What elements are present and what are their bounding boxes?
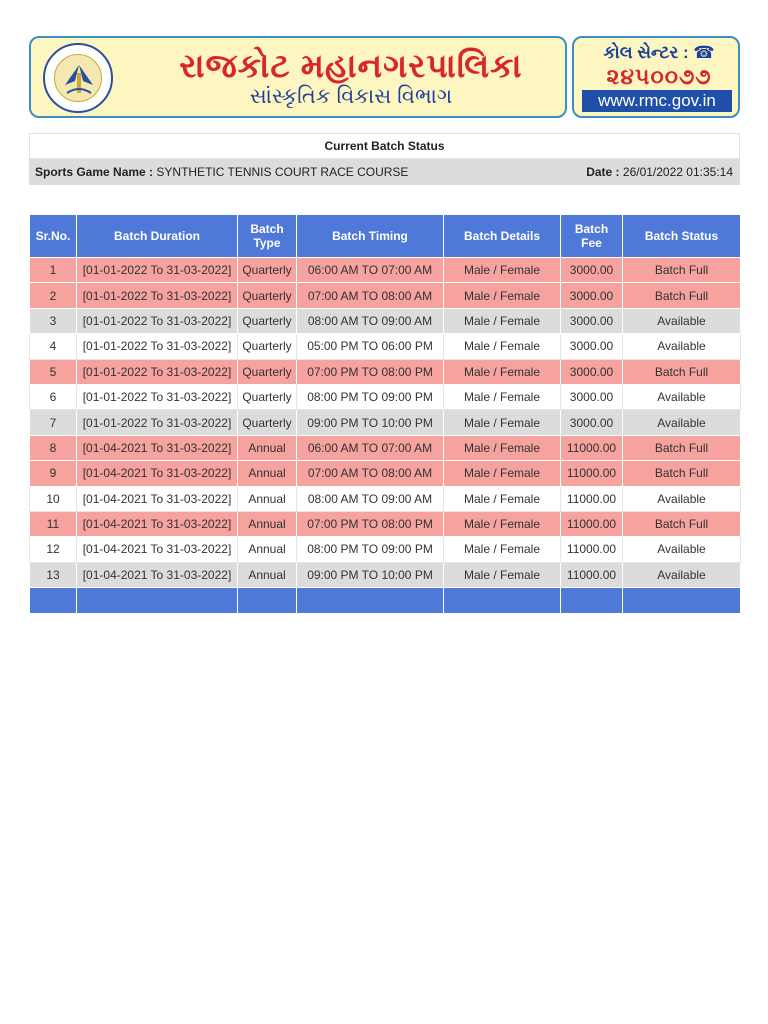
cell-batch-timing: 09:00 PM TO 10:00 PM	[297, 410, 444, 435]
cell-batch-timing: 07:00 AM TO 08:00 AM	[297, 461, 444, 486]
cell-batch-duration: [01-01-2022 To 31-03-2022]	[77, 308, 238, 333]
cell-batch-type: Annual	[238, 537, 297, 562]
emblem-icon	[54, 54, 102, 102]
batch-table	[29, 214, 741, 614]
cell-batch-timing: 07:00 AM TO 08:00 AM	[297, 283, 444, 308]
organization-title: રાજકોટ મહાનગરપાલિકા	[179, 47, 523, 84]
table-row	[30, 359, 741, 384]
rmc-logo	[43, 43, 113, 113]
cell-batch-fee: 11000.00	[561, 537, 623, 562]
cell-batch-type: Annual	[238, 562, 297, 587]
header-batch-timing: Batch Timing	[297, 215, 444, 258]
cell-batch-type: Annual	[238, 435, 297, 460]
cell-batch-timing: 06:00 AM TO 07:00 AM	[297, 435, 444, 460]
cell-batch-timing: 08:00 PM TO 09:00 PM	[297, 537, 444, 562]
cell-batch-fee: 3000.00	[561, 283, 623, 308]
cell-batch-duration: [01-01-2022 To 31-03-2022]	[77, 283, 238, 308]
footer-cell	[623, 588, 741, 614]
cell-batch-status: Batch Full	[623, 435, 741, 460]
cell-batch-duration: [01-01-2022 To 31-03-2022]	[77, 410, 238, 435]
call-center-label	[584, 42, 734, 64]
department-subtitle: સાંસ્કૃતિક વિકાસ વિભાગ	[249, 85, 453, 108]
header-batch-status: Batch Status	[623, 215, 741, 258]
cell-sr-no: 10	[30, 486, 77, 511]
table-row	[30, 334, 741, 359]
cell-batch-status: Available	[623, 334, 741, 359]
cell-batch-details: Male / Female	[444, 537, 561, 562]
cell-sr-no: 12	[30, 537, 77, 562]
table-row	[30, 384, 741, 409]
cell-batch-details: Male / Female	[444, 359, 561, 384]
cell-batch-type: Quarterly	[238, 410, 297, 435]
cell-batch-details: Male / Female	[444, 258, 561, 283]
footer-cell	[30, 588, 77, 614]
status-title: Current Batch Status	[29, 133, 740, 159]
cell-batch-duration: [01-04-2021 To 31-03-2022]	[77, 435, 238, 460]
cell-batch-type: Quarterly	[238, 258, 297, 283]
table-row	[30, 283, 741, 308]
game-name: SYNTHETIC TENNIS COURT RACE COURSE	[156, 165, 409, 179]
footer-cell	[297, 588, 444, 614]
cell-batch-timing: 08:00 AM TO 09:00 AM	[297, 308, 444, 333]
table-footer-row	[30, 588, 741, 614]
game-label: Sports Game Name :	[35, 165, 154, 179]
cell-batch-type: Annual	[238, 461, 297, 486]
cell-batch-details: Male / Female	[444, 486, 561, 511]
table-row	[30, 461, 741, 486]
cell-sr-no: 8	[30, 435, 77, 460]
cell-sr-no: 1	[30, 258, 77, 283]
footer-cell	[77, 588, 238, 614]
cell-batch-details: Male / Female	[444, 435, 561, 460]
cell-batch-status: Available	[623, 410, 741, 435]
cell-batch-duration: [01-04-2021 To 31-03-2022]	[77, 537, 238, 562]
cell-batch-timing: 07:00 PM TO 08:00 PM	[297, 359, 444, 384]
cell-batch-fee: 3000.00	[561, 334, 623, 359]
cell-batch-fee: 3000.00	[561, 384, 623, 409]
cell-batch-fee: 11000.00	[561, 511, 623, 536]
cell-sr-no: 4	[30, 334, 77, 359]
cell-batch-status: Batch Full	[623, 461, 741, 486]
date-label: Date :	[586, 165, 620, 179]
cell-batch-details: Male / Female	[444, 562, 561, 587]
phone-icon: ☎	[693, 43, 715, 62]
cell-batch-type: Quarterly	[238, 334, 297, 359]
cell-batch-status: Batch Full	[623, 258, 741, 283]
game-info	[35, 159, 408, 185]
cell-sr-no: 6	[30, 384, 77, 409]
cell-batch-type: Annual	[238, 486, 297, 511]
cell-sr-no: 3	[30, 308, 77, 333]
call-center-label-text: કોલ સેન્ટર :	[603, 43, 689, 62]
cell-batch-duration: [01-01-2022 To 31-03-2022]	[77, 384, 238, 409]
cell-batch-duration: [01-01-2022 To 31-03-2022]	[77, 334, 238, 359]
cell-batch-status: Batch Full	[623, 359, 741, 384]
header-batch-details: Batch Details	[444, 215, 561, 258]
table-body	[30, 258, 741, 614]
header-batch-duration: Batch Duration	[77, 215, 238, 258]
header-batch-fee: Batch Fee	[561, 215, 623, 258]
cell-sr-no: 13	[30, 562, 77, 587]
date-value: 26/01/2022 01:35:14	[622, 165, 733, 179]
cell-batch-status: Available	[623, 486, 741, 511]
cell-batch-details: Male / Female	[444, 308, 561, 333]
cell-batch-fee: 3000.00	[561, 359, 623, 384]
cell-batch-details: Male / Female	[444, 283, 561, 308]
table-row	[30, 511, 741, 536]
cell-batch-timing: 07:00 PM TO 08:00 PM	[297, 511, 444, 536]
cell-batch-type: Quarterly	[238, 359, 297, 384]
cell-batch-duration: [01-04-2021 To 31-03-2022]	[77, 511, 238, 536]
cell-sr-no: 7	[30, 410, 77, 435]
table-row	[30, 410, 741, 435]
cell-batch-fee: 3000.00	[561, 410, 623, 435]
table-header-row	[30, 215, 741, 258]
table-row	[30, 486, 741, 511]
call-center-number: ૨૪૫૦૦૭૭	[606, 64, 712, 89]
call-center-banner	[572, 36, 740, 118]
header-banner	[29, 36, 567, 118]
table-row	[30, 537, 741, 562]
table-row	[30, 562, 741, 587]
cell-batch-type: Quarterly	[238, 308, 297, 333]
header-sr-no: Sr.No.	[30, 215, 77, 258]
cell-batch-status: Available	[623, 562, 741, 587]
cell-batch-duration: [01-04-2021 To 31-03-2022]	[77, 486, 238, 511]
cell-sr-no: 9	[30, 461, 77, 486]
cell-batch-duration: [01-04-2021 To 31-03-2022]	[77, 461, 238, 486]
cell-batch-details: Male / Female	[444, 511, 561, 536]
cell-batch-timing: 05:00 PM TO 06:00 PM	[297, 334, 444, 359]
table-row	[30, 258, 741, 283]
cell-batch-duration: [01-01-2022 To 31-03-2022]	[77, 258, 238, 283]
cell-batch-status: Available	[623, 537, 741, 562]
cell-batch-fee: 11000.00	[561, 461, 623, 486]
info-bar	[29, 159, 740, 185]
table-row	[30, 435, 741, 460]
cell-batch-type: Annual	[238, 511, 297, 536]
cell-batch-fee: 3000.00	[561, 308, 623, 333]
table-row	[30, 308, 741, 333]
cell-batch-details: Male / Female	[444, 461, 561, 486]
cell-batch-timing: 06:00 AM TO 07:00 AM	[297, 258, 444, 283]
footer-cell	[561, 588, 623, 614]
website-link[interactable]: www.rmc.gov.in	[582, 90, 732, 112]
cell-batch-timing: 08:00 PM TO 09:00 PM	[297, 384, 444, 409]
cell-batch-status: Available	[623, 384, 741, 409]
cell-batch-status: Available	[623, 308, 741, 333]
cell-sr-no: 11	[30, 511, 77, 536]
cell-batch-details: Male / Female	[444, 334, 561, 359]
cell-sr-no: 5	[30, 359, 77, 384]
cell-sr-no: 2	[30, 283, 77, 308]
cell-batch-timing: 08:00 AM TO 09:00 AM	[297, 486, 444, 511]
cell-batch-details: Male / Female	[444, 384, 561, 409]
cell-batch-status: Batch Full	[623, 283, 741, 308]
footer-cell	[444, 588, 561, 614]
header-batch-type: Batch Type	[238, 215, 297, 258]
cell-batch-duration: [01-04-2021 To 31-03-2022]	[77, 562, 238, 587]
cell-batch-fee: 11000.00	[561, 435, 623, 460]
cell-batch-timing: 09:00 PM TO 10:00 PM	[297, 562, 444, 587]
cell-batch-type: Quarterly	[238, 283, 297, 308]
cell-batch-fee: 3000.00	[561, 258, 623, 283]
cell-batch-fee: 11000.00	[561, 486, 623, 511]
cell-batch-status: Batch Full	[623, 511, 741, 536]
cell-batch-type: Quarterly	[238, 384, 297, 409]
cell-batch-details: Male / Female	[444, 410, 561, 435]
cell-batch-fee: 11000.00	[561, 562, 623, 587]
date-info	[586, 159, 733, 185]
cell-batch-duration: [01-01-2022 To 31-03-2022]	[77, 359, 238, 384]
footer-cell	[238, 588, 297, 614]
